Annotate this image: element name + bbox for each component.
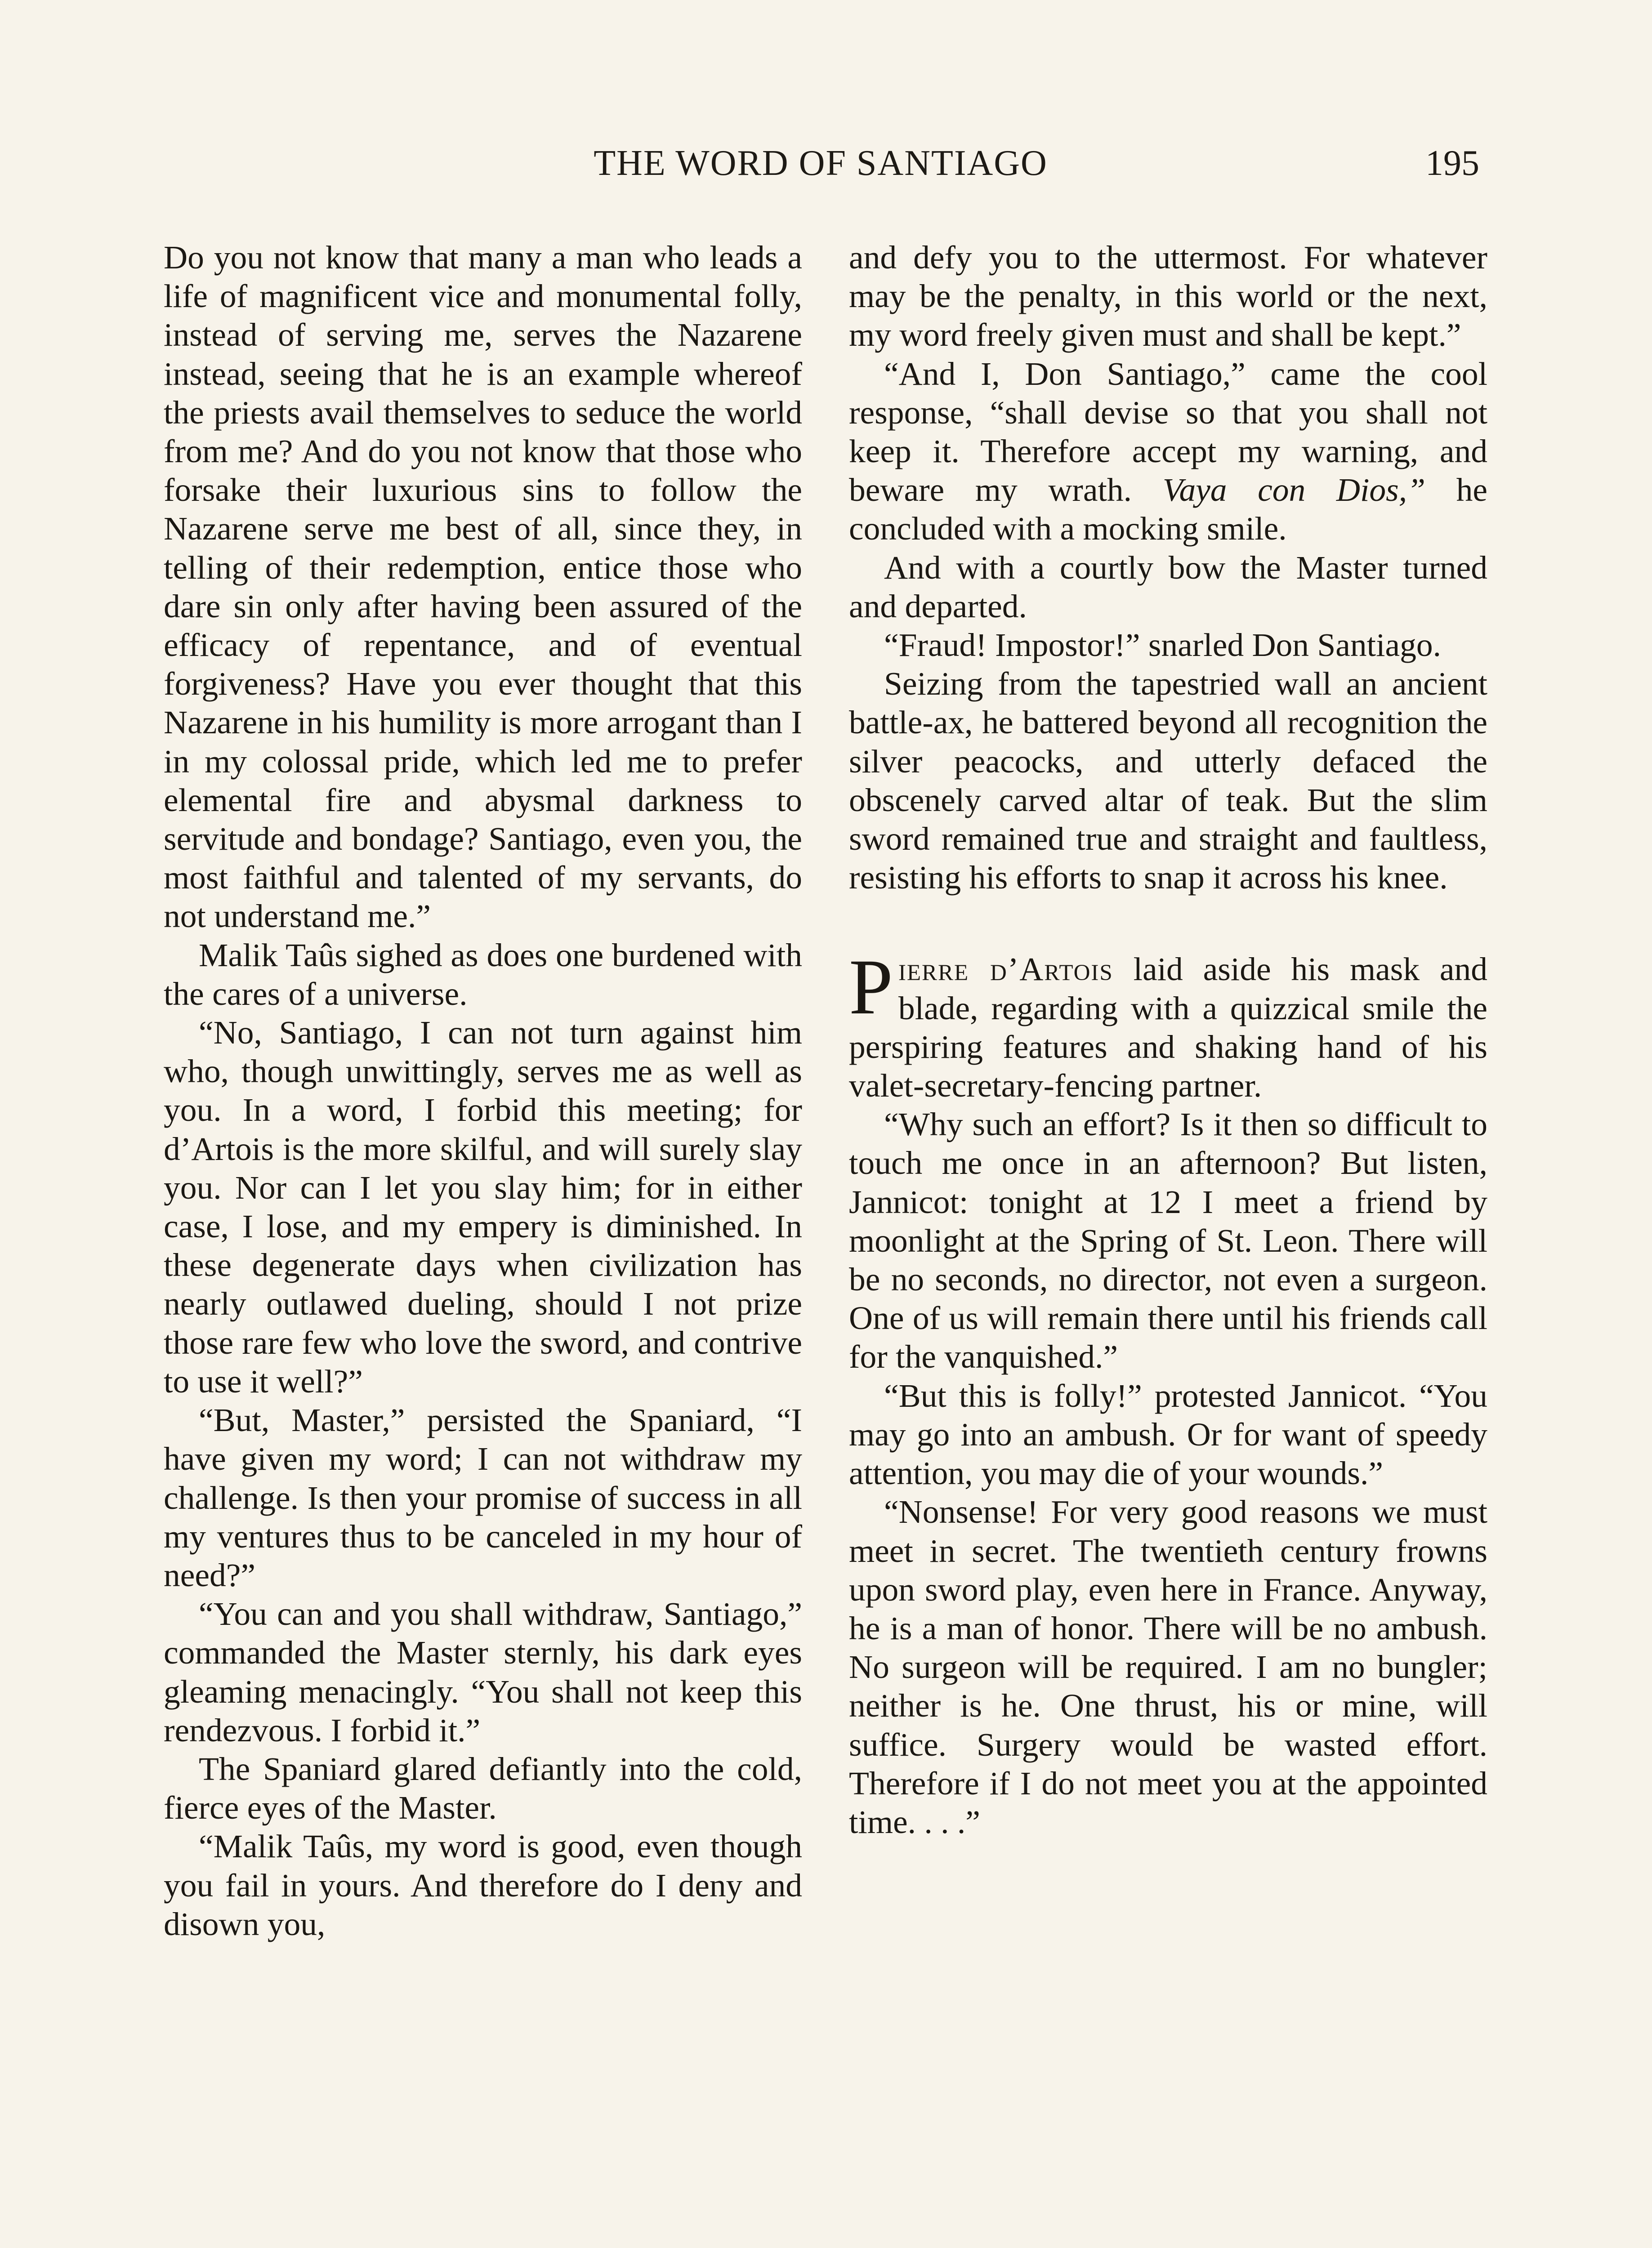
page-header bbox=[162, 143, 1479, 192]
left-column bbox=[164, 238, 802, 1944]
paragraph: The Spaniard glared defiantly into the cold, fierce eyes of the Master. bbox=[164, 1750, 802, 1826]
paragraph: Malik Taûs sighed as does one burdened with the cares of a universe. bbox=[164, 937, 802, 1012]
drop-cap: P bbox=[849, 943, 893, 1031]
paragraph: “You can and you shall withdraw, Santiago,” commanded the Master sternly, his dark eyes gleaming menacingly. “You shall not keep this rendezvous. I forbid it.” bbox=[164, 1596, 802, 1748]
paragraph: “But, Master,” persisted the Spaniard, “I have given my word; I can not withdraw my challenge. Is then your promise of success in all my ventures thus to be canceled in my hour of need?” bbox=[164, 1402, 802, 1593]
paragraph bbox=[849, 355, 1487, 549]
italic-phrase: Vaya con Dios,” bbox=[1162, 472, 1426, 508]
paragraph-text: laid aside his mask and blade, regarding with a quizzical smile the perspiring features and shaking hand of his valet-secretary-fencing partner. bbox=[849, 951, 1488, 1104]
paragraph: and defy you to the uttermost. For whatever may be the penalty, in this world or the next, my word freely given must and shall be kept.” bbox=[849, 239, 1487, 353]
paragraph: And with a courtly bow the Master turned and departed. bbox=[849, 549, 1487, 624]
small-caps-name: ierre d’Artois bbox=[898, 951, 1113, 988]
paragraph: “Malik Taûs, my word is good, even though you fail in yours. And therefore do I deny and disown you, bbox=[164, 1828, 802, 1942]
paragraph: “But this is folly!” protested Jannicot. “You may go into an ambush. Or for want of speedy attention, you may die of your wounds.” bbox=[849, 1377, 1487, 1492]
paragraph: “Why such an effort? Is it then so difficult to touch me once in an afternoon? But listen, Jannicot: tonight at 12 I meet a friend by moonlight at the Spring of St. Leon. There will be no seconds, no director, not even a surgeon. One of us will remain there until his friends call for the vanquished.” bbox=[849, 1106, 1487, 1375]
running-title: THE WORD OF SANTIAGO bbox=[594, 143, 1048, 183]
paragraph-text: “And I, Don Santiago,” came the cool response, “shall devise so that you shall not keep it. Therefore accept my warning, and beware my wrath. bbox=[849, 355, 1487, 508]
paragraph: “No, Santiago, I can not turn against him who, though unwittingly, serves me as well as you. In a word, I forbid this meeting; for d’Artois is the more skilful, and will surely slay you. Nor can I let you slay him; for in either case, I lose, and my empery is diminished. In these degenerate days when civilization has nearly outlawed dueling, should I not prize those rare few who love the sword, and contrive to use it well?” bbox=[164, 1014, 802, 1400]
right-column bbox=[849, 238, 1487, 1842]
paragraph: “Nonsense! For very good reasons we must meet in secret. The twentieth century frowns upon sword play, even here in France. Anyway, he is a man of honor. There will be no ambush. No surgeon will be required. I am no bungler; neither is he. One thrust, his or mine, will suffice. Surgery would be wasted effort. Therefore if I do not meet you at the appointed time. . . .” bbox=[849, 1494, 1487, 1840]
section-start-paragraph bbox=[849, 943, 1488, 1105]
paragraph: Seizing from the tapestried wall an ancient battle-ax, he battered beyond all recognition the silver peacocks, and utterly defaced the obscenely carved altar of teak. But the slim sword remained true and straight and faultless, resisting his efforts to snap it across his knee. bbox=[849, 665, 1487, 896]
paragraph: “Fraud! Impostor!” snarled Don Santiago. bbox=[884, 627, 1441, 664]
page-number: 195 bbox=[1425, 143, 1479, 183]
paragraph-text: he concluded with a mocking smile. bbox=[849, 472, 1488, 547]
paragraph: Do you not know that many a man who leads a life of magnificent vice and monumental folly, instead of serving me, serves the Nazarene instead, seeing that he is an example whereof the priests avail themselves to seduce the world from me? And do you not know that those who forsake their luxurious sins to follow the Nazarene serve me best of all, since they, in telling of their redemption, entice those who dare sin only after having been assured of the efficacy of repentance, and of eventual forgiveness? Have you ever thought that this Nazarene in his humility is more arrogant than I in my colossal pride, which led me to prefer elemental fire and abysmal darkness to servitude and bondage? Santiago, even you, the most faithful and talented of my servants, do not understand me.” bbox=[164, 239, 802, 935]
